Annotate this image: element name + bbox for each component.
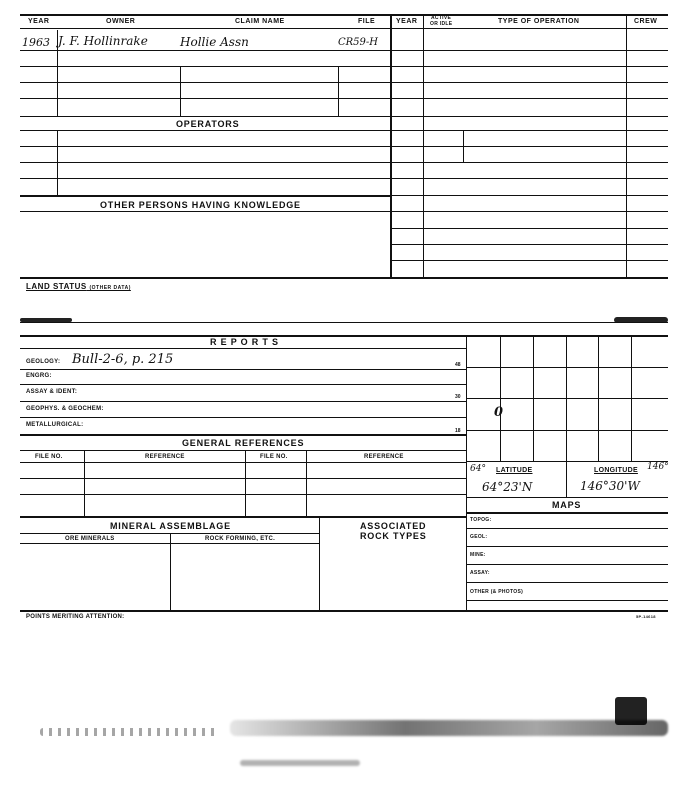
associated-label: ASSOCIATED (360, 521, 427, 531)
report-engrg-label: ENGRG: (26, 373, 52, 379)
maps-mine-label: MINE: (470, 552, 486, 558)
header-active: ACTIVE (431, 15, 452, 21)
other-persons-label: OTHER PERSONS HAVING KNOWLEDGE (100, 200, 301, 210)
header-year: YEAR (28, 18, 50, 25)
latitude-value: 64°23'N (482, 480, 533, 494)
header-claim-name: CLAIM NAME (235, 18, 285, 25)
header-or-idle: OR IDLE (430, 21, 453, 27)
scan-streak-lower (240, 760, 360, 766)
ref-header-file-no-2: FILE NO. (260, 454, 288, 460)
land-status-sub: (OTHER DATA) (89, 285, 131, 291)
grid-mark: 0 (494, 405, 504, 420)
report-geophys-label: GEOPHYS. & GEOCHEM: (26, 406, 104, 412)
report-assay-label: ASSAY & IDENT: (26, 389, 78, 395)
row1-year: 1963 (22, 36, 50, 49)
header-type-of-operation: TYPE OF OPERATION (498, 18, 580, 25)
latitude-label: LATITUDE (496, 467, 533, 474)
maps-title: MAPS (552, 500, 582, 510)
points-meriting-attention-label: POINTS MERITING ATTENTION: (26, 614, 125, 620)
lat-degree: 64° (470, 464, 486, 474)
header-year-2: YEAR (396, 18, 418, 25)
row1-owner: J. F. Hollinrake (58, 34, 148, 48)
land-status-label (26, 282, 131, 291)
land-status-title: LAND STATUS (26, 282, 87, 291)
ref-header-file-no-1: FILE NO. (35, 454, 63, 460)
maps-topog-label: TOPOG: (470, 517, 492, 523)
longitude-value: 146°30'W (580, 479, 640, 493)
ref-header-reference-1: REFERENCE (145, 454, 185, 460)
ore-minerals-label: ORE MINERALS (65, 536, 115, 542)
header-crew: CREW (634, 18, 658, 25)
general-references-title: GENERAL REFERENCES (182, 438, 305, 448)
reports-title: R E P O R T S (210, 337, 279, 347)
row1-claim-name: Hollie Assn (180, 35, 249, 49)
operators-label: OPERATORS (176, 119, 240, 129)
maps-other-label: OTHER (& PHOTOS) (470, 589, 524, 595)
report-geology-label: GEOLOGY: (26, 359, 61, 365)
maps-assay-label: ASSAY: (470, 570, 490, 576)
report-num-18: 18 (455, 428, 461, 434)
lon-degree: 146° (647, 462, 669, 472)
scan-streak-small (40, 728, 220, 736)
rock-types-label: ROCK TYPES (360, 531, 427, 541)
form-number: 5P-14618 (636, 614, 656, 619)
report-metallurgical-label: METALLURGICAL: (26, 422, 84, 428)
report-num-30: 30 (455, 394, 461, 400)
scan-streak (230, 720, 668, 736)
header-file: FILE (358, 18, 376, 25)
report-num-48: 48 (455, 362, 461, 368)
row1-file: CR59-H (338, 37, 379, 48)
longitude-label: LONGITUDE (594, 467, 638, 474)
ref-header-reference-2: REFERENCE (364, 454, 404, 460)
report-geology-value: Bull-2-6, p. 215 (72, 352, 174, 367)
header-owner: OWNER (106, 18, 136, 25)
rock-forming-label: ROCK FORMING, ETC. (205, 536, 276, 542)
maps-geol-label: GEOL: (470, 534, 488, 540)
mineral-assemblage-title: MINERAL ASSEMBLAGE (110, 521, 231, 531)
